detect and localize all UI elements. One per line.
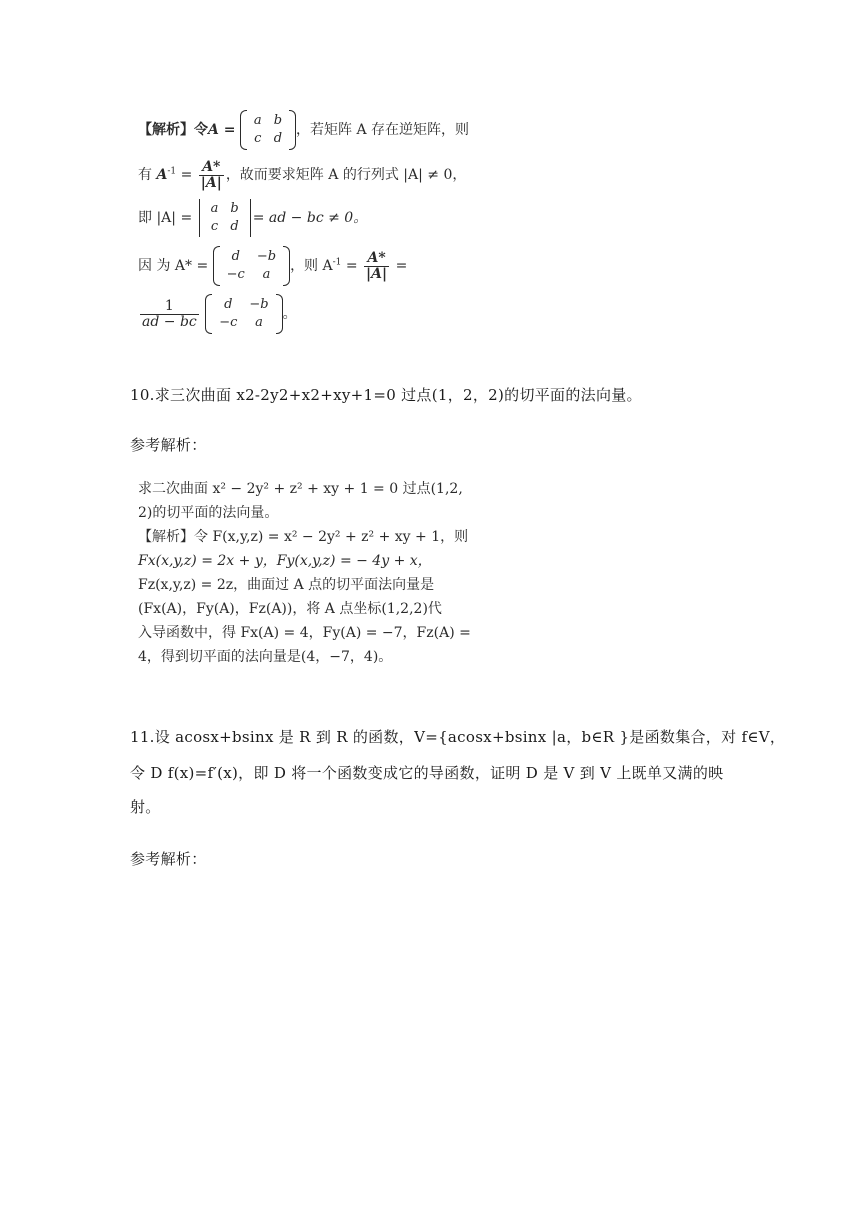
question-10: 10.求三次曲面 x2-2y2+x2+xy+1=0 过点(1，2，2)的切平面的法向量。 bbox=[130, 386, 642, 404]
solution-1-line-1: 【解析】令A = a b c d ，若矩阵 A 存在逆矩阵，则 bbox=[138, 112, 469, 148]
solution-2-line-8: 4，得到切平面的法向量是(4，−7，4)。 bbox=[138, 649, 393, 665]
solution-2-line-1: 求二次曲面 x² − 2y² + z² + xy + 1 = 0 过点(1,2, bbox=[138, 481, 463, 497]
matrix-adjugate: d −b −c a bbox=[213, 248, 290, 284]
solution-1-line-5: $\frac{1}{ad - bc}$ d −b −c a 。 bbox=[138, 296, 297, 332]
question-11-line-3: 射。 bbox=[130, 798, 161, 816]
matrix-adjugate-2: d −b −c a bbox=[205, 296, 282, 332]
determinant-A: a b c d bbox=[197, 200, 253, 236]
solution-2-line-5: Fz(x,y,z) = 2z，曲面过 A 点的切平面法向量是 bbox=[138, 577, 435, 593]
solution-1-line-3: 即 |A| = a b c d = ad − bc ≠ 0。 bbox=[138, 200, 367, 236]
solution-1-line-2: 有 $A^{-1}$ = $\frac{A*}{|A|}$ ，故而要求矩阵 A 的行列式 |A| ≠ 0， bbox=[138, 159, 467, 191]
solution-image-2 bbox=[130, 472, 471, 682]
reference-label-11: 参考解析： bbox=[130, 850, 207, 868]
solution-2-line-6: (Fx(A)，Fy(A)，Fz(A))，将 A 点坐标(1,2,2)代 bbox=[138, 601, 442, 617]
solution-image-1 bbox=[130, 100, 470, 340]
matrix-A: a b c d bbox=[240, 112, 296, 148]
fraction-adjugate: $\frac{A*}{|A|}$ bbox=[200, 159, 222, 191]
solution-2-line-7: 入导函数中，得 Fx(A) = 4，Fy(A) = −7，Fz(A) = bbox=[138, 625, 471, 641]
solution-1-line-4: 因 为 A* = d −b −c a ，则 $A^{-1}$ = $\frac{A*}{|A|}$ = bbox=[138, 248, 407, 284]
question-11-line-1: 11.设 acosx+bsinx 是 R 到 R 的函数，V={acosx+bsinx |a，b∈R }是函数集合，对 f∈V， bbox=[130, 728, 786, 746]
solution-2-line-3: 【解析】令 F(x,y,z) = x² − 2y² + z² + xy + 1，则 bbox=[138, 529, 469, 545]
reference-label-10: 参考解析： bbox=[130, 436, 207, 454]
question-11-line-2: 令 D f(x)=f′(x)，即 D 将一个函数变成它的导函数，证明 D 是 V 到 V 上既单又满的映 bbox=[130, 764, 724, 782]
solution-2-line-4: Fx(x,y,z) = 2x + y，Fy(x,y,z) = − 4y + x， bbox=[138, 553, 432, 569]
solution-2-line-2: 2)的切平面的法向量。 bbox=[138, 505, 279, 521]
